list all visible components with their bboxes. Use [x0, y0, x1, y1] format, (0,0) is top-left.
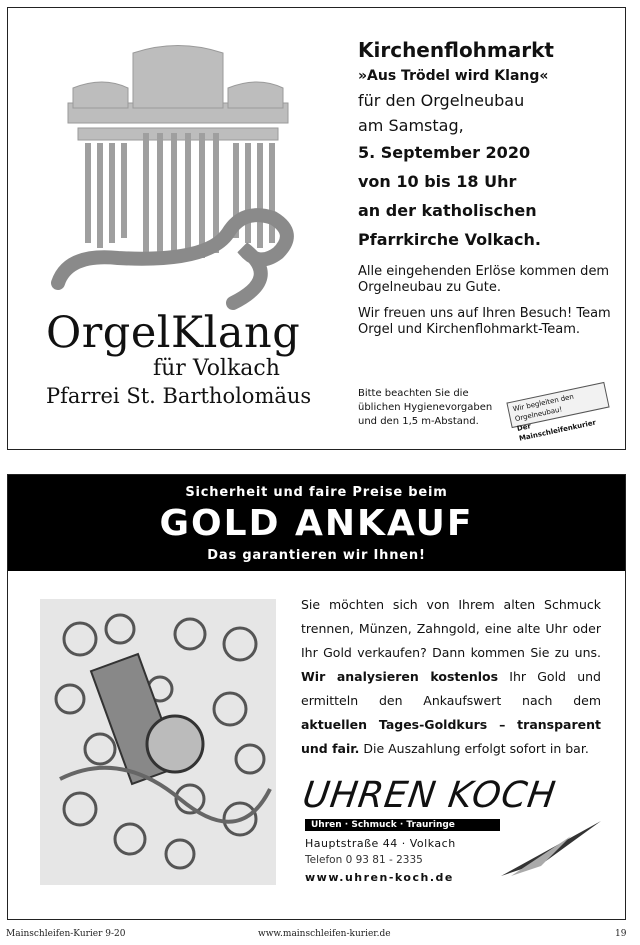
uhren-koch-phone: Telefon 0 93 81 - 2335 [305, 854, 423, 866]
uhren-koch-web: www.uhren-koch.de [305, 871, 454, 884]
text-p3: Die Auszahlung erfolgt sofort in bar. [359, 741, 589, 756]
uhren-koch-name: UHREN KOCH [300, 775, 559, 816]
banner-bottom: Das garantieren wir Ihnen! [207, 548, 426, 563]
event-quote: »Aus Trödel wird Klang« [358, 68, 549, 84]
logo-title: OrgelKlang [46, 308, 301, 358]
footer-center: www.mainschleifen-kurier.de [258, 929, 391, 939]
text-p1: Sie möchten sich von Ihrem alten Schmuck trennen, Münzen, Zahngold, eine alte Uhr oder Ihr Gold verkaufen? Dann kommen Sie zu uns. [301, 597, 601, 660]
sticker-line1: Wir begleiten den Orgelneubau! [512, 392, 575, 424]
event-date: 5. September 2020 [358, 143, 531, 162]
event-heading: Kirchenflohmarkt [358, 38, 554, 62]
text-b1: Wir analysieren kostenlos [301, 669, 499, 684]
banner-top: Sicherheit und faire Preise beim [185, 485, 448, 500]
event-para1: Alle eingehenden Erlöse kommen dem Orgelneubau zu Gute. [358, 264, 610, 295]
uhren-koch-address: Hauptstraße 44 · Volkach [305, 837, 456, 850]
gold-ad [7, 474, 626, 920]
footer-left: Mainschleifen-Kurier 9-20 [6, 929, 126, 939]
sticker-line2: Der Mainschleifenkurier [516, 418, 597, 443]
logo-parish: Pfarrei St. Bartholomäus [46, 384, 312, 408]
banner-main: GOLD ANKAUF [159, 503, 474, 544]
uhren-koch-logo [300, 775, 603, 884]
logo-subtitle: für Volkach [153, 356, 280, 381]
uhren-koch-tagline: Uhren · Schmuck · Trauringe [305, 819, 500, 831]
flohmarkt-ad [7, 7, 626, 450]
event-time: von 10 bis 18 Uhr [358, 172, 517, 191]
text-b2: aktuellen Tages-Goldkurs – transparent und fair. [301, 717, 601, 756]
hygiene-note: Bitte beachten Sie die üblichen Hygienevorgaben und den 1,5 m-Abstand. [358, 388, 493, 427]
event-para2: Wir freuen uns auf Ihren Besuch! Team Orgel und Kirchenflohmarkt-Team. [358, 306, 611, 337]
event-place1: an der katholischen [358, 201, 537, 220]
clock-hand-icon [501, 821, 601, 881]
jewelry-photo [40, 599, 276, 885]
organ-illustration [48, 43, 308, 313]
event-line2: am Samstag, [358, 116, 464, 135]
event-details [358, 38, 618, 338]
text-p2: Ihr Gold und ermitteln den Ankaufswert nach dem [301, 669, 601, 708]
event-line1: für den Orgelneubau [358, 91, 525, 110]
gold-banner [8, 475, 625, 571]
footer-page-number: 19 [615, 929, 627, 939]
event-place2: Pfarrkirche Volkach. [358, 230, 541, 249]
gold-text [301, 593, 601, 761]
